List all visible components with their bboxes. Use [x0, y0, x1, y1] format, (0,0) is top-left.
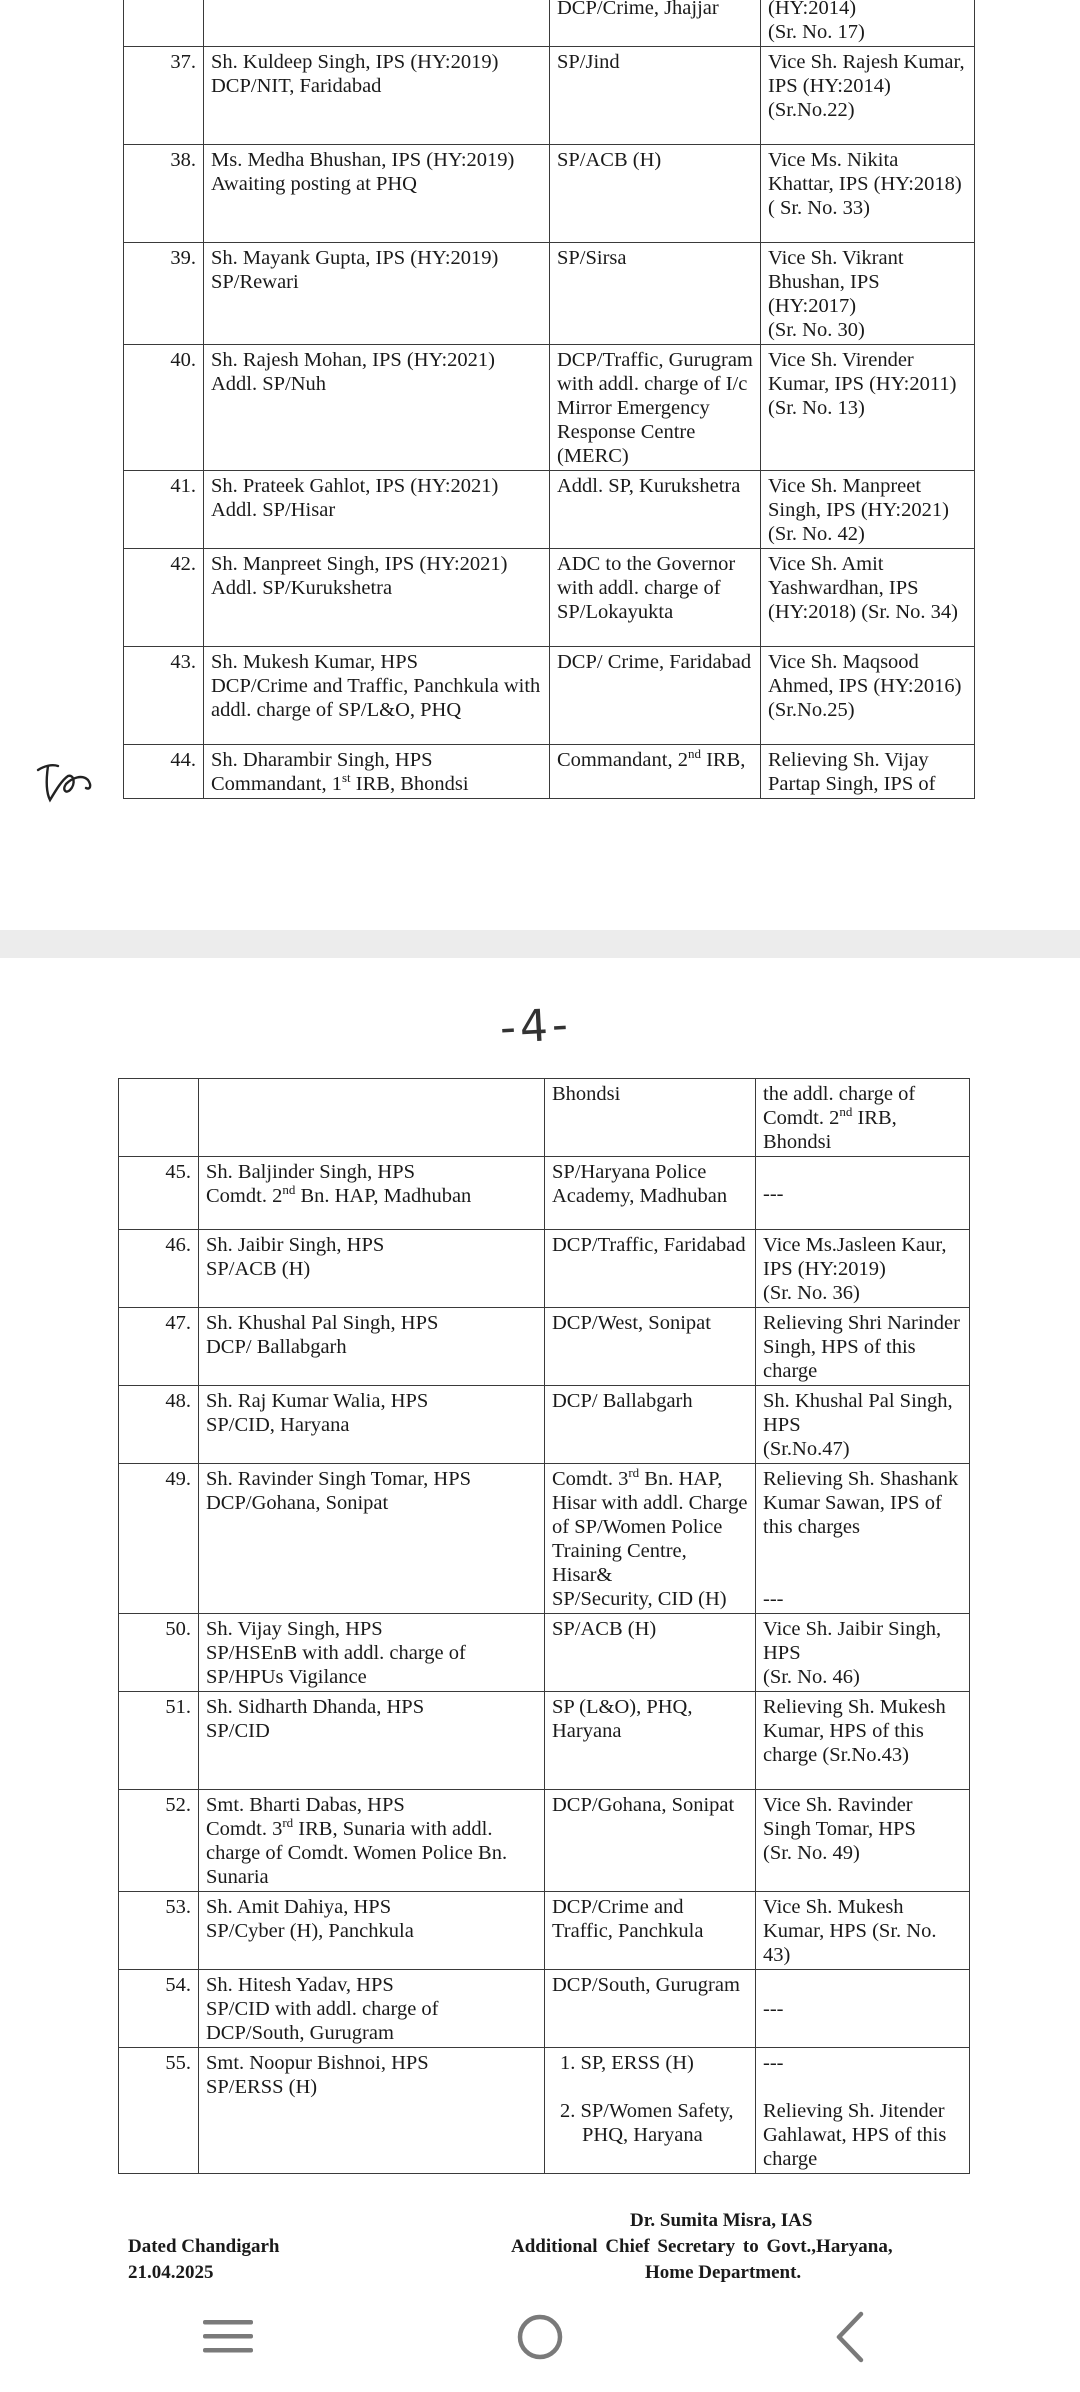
serial-number: 51.: [119, 1692, 199, 1790]
menu-icon[interactable]: [193, 2304, 263, 2370]
officer-name-current-posting: Sh. Kuldeep Singh, IPS (HY:2019) DCP/NIT, Faridabad: [204, 47, 550, 145]
serial-number: [119, 1079, 199, 1157]
serial-number: 39.: [124, 243, 204, 345]
officer-name-current-posting: Sh. Mukesh Kumar, HPS DCP/Crime and Traffic, Panchkula with addl. charge of SP/L&O, PHQ: [204, 647, 550, 745]
serial-number: 42.: [124, 549, 204, 647]
new-posting: Addl. SP, Kurukshetra: [550, 471, 761, 549]
serial-number: 47.: [119, 1308, 199, 1386]
remarks: Vice Ms.Jasleen Kaur, IPS (HY:2019) (Sr. No. 36): [756, 1230, 970, 1308]
officer-name-current-posting: Sh. Khushal Pal Singh, HPS DCP/ Ballabgarh: [199, 1308, 545, 1386]
remarks: Vice Sh. Mukesh Kumar, HPS (Sr. No. 43): [756, 1892, 970, 1970]
serial-number: 41.: [124, 471, 204, 549]
remarks: Vice Sh. Jaibir Singh, HPS (Sr. No. 46): [756, 1614, 970, 1692]
remarks: the addl. charge of Comdt. 2nd IRB, Bhondsi: [756, 1079, 970, 1157]
new-posting: Commandant, 2nd IRB,: [550, 745, 761, 799]
serial-number: 37.: [124, 47, 204, 145]
table-row: [124, 471, 975, 549]
new-posting: SP/Haryana Police Academy, Madhuban: [545, 1157, 756, 1230]
table-row: [124, 647, 975, 745]
table-row: [119, 1386, 970, 1464]
new-posting: SP/Sirsa: [550, 243, 761, 345]
serial-number: 46.: [119, 1230, 199, 1308]
new-posting: DCP/ Crime, Faridabad: [550, 647, 761, 745]
home-icon[interactable]: [505, 2304, 575, 2370]
officer-name-current-posting: [204, 0, 550, 47]
officer-name-current-posting: Ms. Medha Bhushan, IPS (HY:2019) Awaiting posting at PHQ: [204, 145, 550, 243]
new-posting: DCP/West, Sonipat: [545, 1308, 756, 1386]
officer-name-current-posting: Sh. Rajesh Mohan, IPS (HY:2021) Addl. SP/Nuh: [204, 345, 550, 471]
remarks: Sh. Khushal Pal Singh, HPS (Sr.No.47): [756, 1386, 970, 1464]
remarks: Vice Sh. Rajesh Kumar, IPS (HY:2014) (Sr.No.22): [761, 47, 975, 145]
officer-name-current-posting: Sh. Prateek Gahlot, IPS (HY:2021) Addl. SP/Hisar: [204, 471, 550, 549]
officer-name-current-posting: Sh. Vijay Singh, HPS SP/HSEnB with addl. charge of SP/HPUs Vigilance: [199, 1614, 545, 1692]
table-row: [124, 745, 975, 799]
new-posting: DCP/Traffic, Gurugram with addl. charge of I/c Mirror Emergency Response Centre (MERC): [550, 345, 761, 471]
remarks: Vice Sh. Ravinder Singh Tomar, HPS (Sr. No. 49): [756, 1790, 970, 1892]
serial-number: 44.: [124, 745, 204, 799]
posting-list-item: 1. SP, ERSS (H): [560, 2052, 694, 2074]
officer-name-current-posting: [199, 1079, 545, 1157]
document-page-3: [0, 0, 1080, 930]
officer-name-current-posting: Sh. Mayank Gupta, IPS (HY:2019) SP/Rewari: [204, 243, 550, 345]
officer-name-current-posting: Sh. Amit Dahiya, HPS SP/Cyber (H), Panchkula: [199, 1892, 545, 1970]
new-posting: DCP/Crime and Traffic, Panchkula: [545, 1892, 756, 1970]
table-row: [119, 1692, 970, 1790]
table-row: [124, 345, 975, 471]
new-posting: ADC to the Governor with addl. charge of SP/Lokayukta: [550, 549, 761, 647]
new-posting: DCP/ Ballabgarh: [545, 1386, 756, 1464]
table-row: [119, 1230, 970, 1308]
serial-number: 45.: [119, 1157, 199, 1230]
new-posting: SP/Jind: [550, 47, 761, 145]
officer-name-current-posting: Sh. Hitesh Yadav, HPS SP/CID with addl. charge of DCP/South, Gurugram: [199, 1970, 545, 2048]
date: 21.04.2025: [128, 2262, 214, 2282]
remarks: (HY:2014) (Sr. No. 17): [761, 0, 975, 47]
officer-name-current-posting: Smt. Bharti Dabas, HPS Comdt. 3rd IRB, Sunaria with addl. charge of Comdt. Women Police Bn. Sunaria: [199, 1790, 545, 1892]
new-posting: DCP/Gohana, Sonipat: [545, 1790, 756, 1892]
system-navigation-bar: [0, 2282, 1080, 2392]
serial-number: 52.: [119, 1790, 199, 1892]
table-row: [124, 549, 975, 647]
serial-number: 43.: [124, 647, 204, 745]
table-row: [119, 1790, 970, 1892]
signatory-designation: Additional Chief Secretary to Govt.,Haryana,: [511, 2236, 893, 2257]
remarks: Vice Ms. Nikita Khattar, IPS (HY:2018) ( Sr. No. 33): [761, 145, 975, 243]
remarks: Relieving Shri Narinder Singh, HPS of this charge: [756, 1308, 970, 1386]
new-posting: DCP/South, Gurugram: [545, 1970, 756, 2048]
table-row: [124, 145, 975, 243]
new-posting: SP (L&O), PHQ, Haryana: [545, 1692, 756, 1790]
table-row: [119, 2048, 970, 2174]
remarks: Vice Sh. Vikrant Bhushan, IPS (HY:2017) (Sr. No. 30): [761, 243, 975, 345]
remarks: Vice Sh. Maqsood Ahmed, IPS (HY:2016) (Sr.No.25): [761, 647, 975, 745]
posting-list-item: 2. SP/Women Safety, PHQ, Haryana: [560, 2100, 734, 2146]
table-row: [119, 1970, 970, 2048]
table-row: [119, 1308, 970, 1386]
table-row: [119, 1614, 970, 1692]
officer-name-current-posting: Sh. Raj Kumar Walia, HPS SP/CID, Haryana: [199, 1386, 545, 1464]
dated-place: Dated Chandigarh: [128, 2236, 280, 2257]
remarks: ---: [756, 1157, 970, 1230]
table-row: [124, 0, 975, 47]
signatory-name: Dr. Sumita Misra, IAS: [630, 2210, 813, 2231]
new-posting: Comdt. 3rd Bn. HAP, Hisar with addl. Charge of SP/Women Police Training Centre, Hisar& SP/Security, CID (H): [545, 1464, 756, 1614]
remarks: Vice Sh. Virender Kumar, IPS (HY:2011) (Sr. No. 13): [761, 345, 975, 471]
table-row: [124, 47, 975, 145]
serial-number: 40.: [124, 345, 204, 471]
remarks: Vice Sh. Manpreet Singh, IPS (HY:2021) (Sr. No. 42): [761, 471, 975, 549]
serial-number: 48.: [119, 1386, 199, 1464]
officer-name-current-posting: Sh. Dharambir Singh, HPS Commandant, 1st IRB, Bhondsi: [204, 745, 550, 799]
officer-name-current-posting: Sh. Jaibir Singh, HPS SP/ACB (H): [199, 1230, 545, 1308]
new-posting: Bhondsi: [545, 1079, 756, 1157]
serial-number: 38.: [124, 145, 204, 243]
table-row: [119, 1892, 970, 1970]
remarks: Relieving Sh. Shashank Kumar Sawan, IPS of this charges ---: [756, 1464, 970, 1614]
page-separator: [0, 930, 1080, 958]
table-row: [119, 1079, 970, 1157]
new-posting: SP/ACB (H): [545, 1614, 756, 1692]
remarks: ---: [756, 1970, 970, 2048]
serial-number: 49.: [119, 1464, 199, 1614]
serial-number: 53.: [119, 1892, 199, 1970]
new-posting: DCP/Traffic, Faridabad: [545, 1230, 756, 1308]
serial-number: [124, 0, 204, 47]
page-number-marker: -4-: [498, 999, 574, 1054]
transfer-table-page-3: [123, 0, 975, 799]
serial-number: 54.: [119, 1970, 199, 2048]
new-posting: [545, 2048, 756, 2174]
document-page-4: [0, 958, 1080, 2282]
officer-name-current-posting: Smt. Noopur Bishnoi, HPS SP/ERSS (H): [199, 2048, 545, 2174]
officer-name-current-posting: Sh. Ravinder Singh Tomar, HPS DCP/Gohana, Sonipat: [199, 1464, 545, 1614]
remarks: Vice Sh. Amit Yashwardhan, IPS (HY:2018) (Sr. No. 34): [761, 549, 975, 647]
table-row: [119, 1157, 970, 1230]
new-posting: DCP/Crime, Jhajjar: [550, 0, 761, 47]
table-row: [124, 243, 975, 345]
officer-name-current-posting: Sh. Baljinder Singh, HPS Comdt. 2nd Bn. HAP, Madhuban: [199, 1157, 545, 1230]
serial-number: 55.: [119, 2048, 199, 2174]
transfer-table-page-4: [118, 1078, 970, 2174]
signatory-department: Home Department.: [645, 2262, 802, 2282]
remarks: Relieving Sh. Vijay Partap Singh, IPS of: [761, 745, 975, 799]
remarks: --- Relieving Sh. Jitender Gahlawat, HPS of this charge: [756, 2048, 970, 2174]
back-icon[interactable]: [815, 2304, 885, 2370]
serial-number: 50.: [119, 1614, 199, 1692]
new-posting: SP/ACB (H): [550, 145, 761, 243]
remarks: Relieving Sh. Mukesh Kumar, HPS of this charge (Sr.No.43): [756, 1692, 970, 1790]
table-row: [119, 1464, 970, 1614]
handwritten-initials: [32, 740, 112, 820]
officer-name-current-posting: Sh. Sidharth Dhanda, HPS SP/CID: [199, 1692, 545, 1790]
officer-name-current-posting: Sh. Manpreet Singh, IPS (HY:2021) Addl. SP/Kurukshetra: [204, 549, 550, 647]
